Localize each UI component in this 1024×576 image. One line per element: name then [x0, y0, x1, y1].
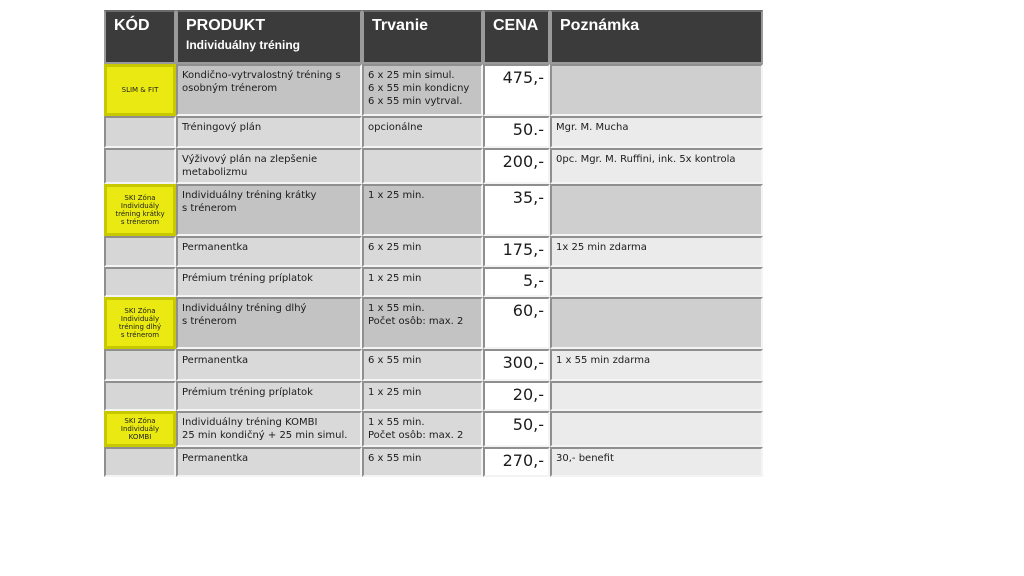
- table-row: [104, 349, 763, 381]
- product-cell: [176, 297, 362, 349]
- duration-line: 6 x 55 min vytrval.: [368, 96, 463, 107]
- product-line: Permanentka: [182, 242, 249, 253]
- product-cell: [176, 184, 362, 236]
- price-table: [104, 10, 763, 477]
- table-row: [104, 381, 763, 411]
- code-badge: [104, 184, 176, 236]
- product-cell: [176, 267, 362, 297]
- code-badge: [104, 411, 176, 447]
- code-line: s trénerom: [120, 218, 160, 226]
- header-note: Poznámka: [550, 10, 763, 64]
- table-row: [104, 297, 763, 349]
- duration-cell: [362, 148, 483, 184]
- product-cell: [176, 349, 362, 381]
- product-cell: [176, 148, 362, 184]
- duration-cell: [362, 381, 483, 411]
- duration-line: 6 x 25 min: [368, 242, 422, 253]
- code-line: SKI Zóna: [124, 194, 156, 202]
- duration-line: 6 x 55 min kondicny: [368, 83, 470, 94]
- note-cell: [550, 411, 763, 447]
- price-cell: 270,-: [483, 447, 550, 477]
- product-line: Individuálny tréning krátky: [182, 190, 317, 201]
- product-cell: [176, 64, 362, 116]
- product-line: osobným trénerom: [182, 83, 278, 94]
- table-header-row: [104, 10, 763, 64]
- note-cell: Mgr. M. Mucha: [550, 116, 763, 148]
- note-cell: [550, 267, 763, 297]
- duration-line: 1 x 55 min.: [368, 417, 425, 428]
- price-cell: 175,-: [483, 236, 550, 267]
- price-cell: 50,-: [483, 411, 550, 447]
- product-line: Kondično-vytrvalostný tréning s: [182, 70, 341, 81]
- table-row: [104, 148, 763, 184]
- code-line: KOMBI: [128, 433, 152, 441]
- duration-line: opcionálne: [368, 122, 423, 133]
- note-cell: [550, 381, 763, 411]
- header-product: PRODUKT Individuálny tréning: [176, 10, 362, 64]
- duration-cell: [362, 411, 483, 447]
- code-line: Individuály: [120, 202, 160, 210]
- duration-line: Počet osôb: max. 2: [368, 430, 464, 441]
- table-row: [104, 267, 763, 297]
- code-badge: SLIM & FIT: [104, 64, 176, 116]
- note-cell: 0pc. Mgr. M. Ruffini, ink. 5x kontrola: [550, 148, 763, 184]
- duration-cell: [362, 349, 483, 381]
- header-code: KÓD: [104, 10, 176, 64]
- note-cell: 1x 25 min zdarma: [550, 236, 763, 267]
- duration-line: 6 x 25 min simul.: [368, 70, 455, 81]
- table-row: [104, 64, 763, 116]
- price-cell: 20,-: [483, 381, 550, 411]
- product-line: s trénerom: [182, 203, 237, 214]
- price-cell: 35,-: [483, 184, 550, 236]
- code-line: SKI Zóna: [124, 417, 156, 425]
- duration-line: 1 x 25 min: [368, 273, 422, 284]
- product-line: s trénerom: [182, 316, 237, 327]
- product-cell: [176, 447, 362, 477]
- duration-line: 1 x 55 min.: [368, 303, 425, 314]
- price-cell: 60,-: [483, 297, 550, 349]
- header-duration: Trvanie: [362, 10, 483, 64]
- code-badge: [104, 297, 176, 349]
- product-cell: [176, 116, 362, 148]
- price-cell: 475,-: [483, 64, 550, 116]
- product-line: Permanentka: [182, 453, 249, 464]
- duration-line: 6 x 55 min: [368, 355, 422, 366]
- note-cell: [550, 64, 763, 116]
- note-cell: [550, 297, 763, 349]
- product-line: Individuálny tréning dlhý: [182, 303, 307, 314]
- duration-line: 1 x 25 min: [368, 387, 422, 398]
- table-row: [104, 116, 763, 148]
- code-line: Individuály: [120, 315, 160, 323]
- code-cell: [104, 116, 176, 148]
- duration-cell: [362, 297, 483, 349]
- note-cell: 1 x 55 min zdarma: [550, 349, 763, 381]
- code-cell: [104, 148, 176, 184]
- code-line: tréning krátky: [115, 210, 165, 218]
- duration-cell: [362, 267, 483, 297]
- code-cell: [104, 381, 176, 411]
- product-cell: [176, 236, 362, 267]
- code-cell: [104, 236, 176, 267]
- code-cell: [104, 267, 176, 297]
- price-cell: 5,-: [483, 267, 550, 297]
- product-line: Prémium tréning príplatok: [182, 273, 313, 284]
- code-line: SKI Zóna: [124, 307, 156, 315]
- code-line: tréning dlhý: [118, 323, 162, 331]
- product-line: Výživový plán na zlepšenie: [182, 154, 318, 165]
- note-cell: 30,- benefit: [550, 447, 763, 477]
- duration-cell: [362, 236, 483, 267]
- price-cell: 300,-: [483, 349, 550, 381]
- header-price: CENA: [483, 10, 550, 64]
- code-cell: [104, 349, 176, 381]
- product-line: Tréningový plán: [182, 122, 262, 133]
- duration-cell: [362, 64, 483, 116]
- code-line: Individuály: [120, 425, 160, 433]
- product-line: metabolizmu: [182, 167, 248, 178]
- product-cell: [176, 381, 362, 411]
- product-line: 25 min kondičný + 25 min simul.: [182, 430, 348, 441]
- table-row: [104, 236, 763, 267]
- product-line: Permanentka: [182, 355, 249, 366]
- table-row: [104, 447, 763, 477]
- code-cell: [104, 447, 176, 477]
- price-cell: 200,-: [483, 148, 550, 184]
- table-row: [104, 184, 763, 236]
- duration-cell: [362, 447, 483, 477]
- table-row: [104, 411, 763, 447]
- product-line: Prémium tréning príplatok: [182, 387, 313, 398]
- duration-line: 1 x 25 min.: [368, 190, 425, 201]
- duration-line: 6 x 55 min: [368, 453, 422, 464]
- duration-line: Počet osôb: max. 2: [368, 316, 464, 327]
- product-line: Individuálny tréning KOMBI: [182, 417, 318, 428]
- code-line: s trénerom: [120, 331, 160, 339]
- duration-cell: [362, 116, 483, 148]
- note-cell: [550, 184, 763, 236]
- price-cell: 50.-: [483, 116, 550, 148]
- product-cell: [176, 411, 362, 447]
- duration-cell: [362, 184, 483, 236]
